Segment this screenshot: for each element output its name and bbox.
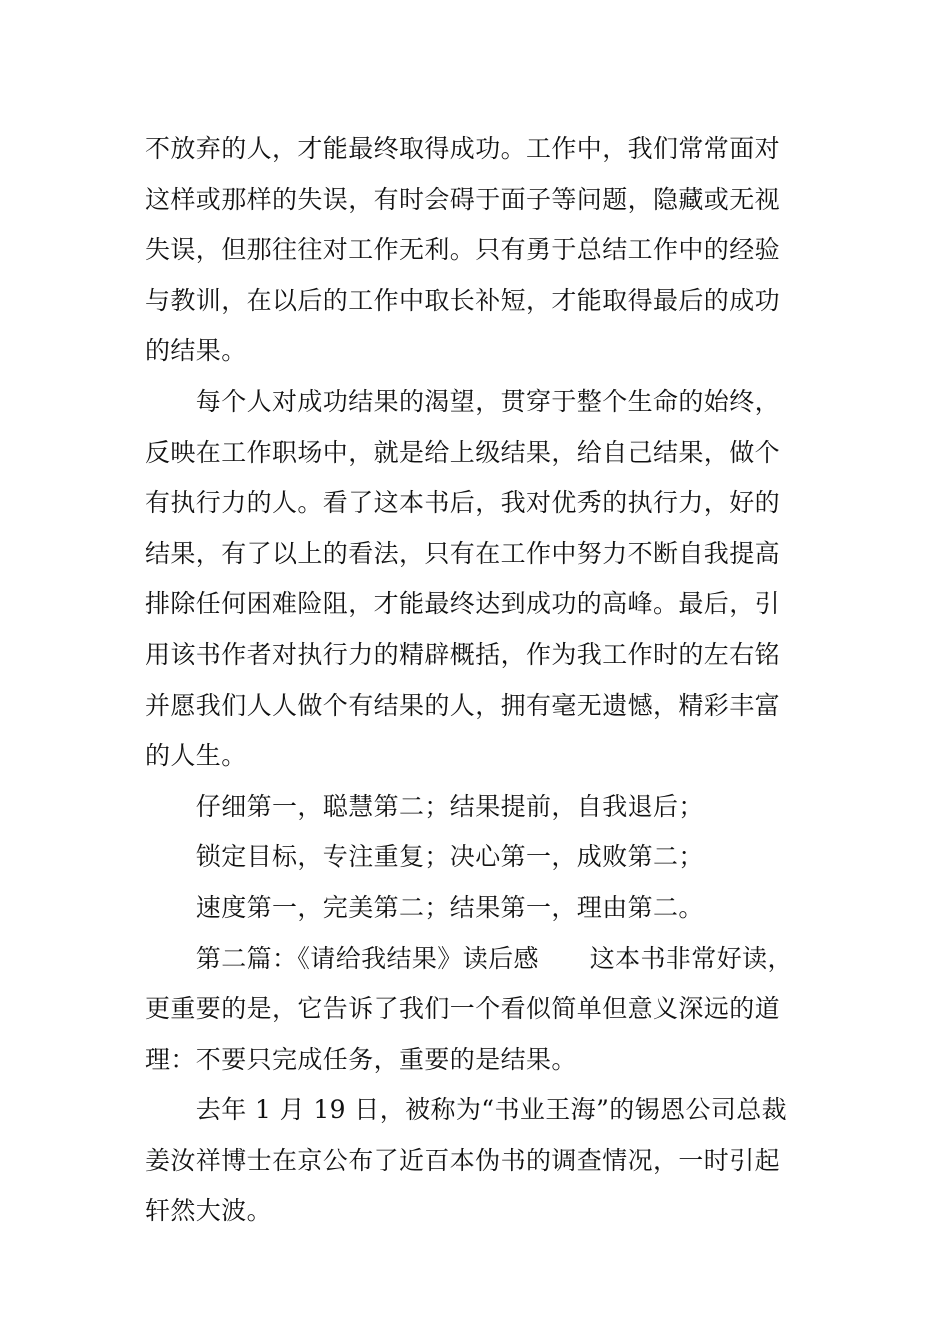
- text-line: 轩然大波。: [145, 1196, 273, 1226]
- text-line: 每个人对成功结果的渴望，贯穿于整个生命的始终，: [145, 386, 781, 416]
- text-line: 锁定目标，专注重复；决心第一，成败第二；: [145, 842, 704, 872]
- body-text: [145, 124, 815, 1237]
- text-line: 姜汝祥博士在京公布了近百本伪书的调查情况，一时引起: [145, 1145, 781, 1175]
- text-line: 反映在工作职场中，就是给上级结果，给自己结果，做个: [145, 437, 781, 467]
- text-line: 用该书作者对执行力的精辟概括，作为我工作时的左右铭: [145, 639, 781, 669]
- text-line: 与教训，在以后的工作中取长补短，才能取得最后的成功: [145, 285, 781, 315]
- text-line: 的结果。: [145, 336, 247, 366]
- text-line: 不放弃的人，才能最终取得成功。工作中，我们常常面对: [145, 134, 781, 163]
- text-line: 失误，但那往往对工作无利。只有勇于总结工作中的经验: [145, 235, 781, 265]
- section-heading-line: 第二篇：《请给我结果》读后感 这本书非常好读，: [145, 943, 793, 973]
- text-line: 仔细第一，聪慧第二；结果提前，自我退后；: [145, 791, 704, 821]
- text-line: 有执行力的人。看了这本书后，我对优秀的执行力，好的: [145, 488, 781, 518]
- text-line: 速度第一，完美第二；结果第一，理由第二。: [145, 892, 704, 922]
- text-line: 理：不要只完成任务，重要的是结果。: [145, 1044, 577, 1074]
- text-line: 结果，有了以上的看法，只有在工作中努力不断自我提高: [145, 538, 781, 568]
- text-line: 去年 1 月 19 日，被称为“书业王海”的锡恩公司总裁: [145, 1095, 788, 1125]
- text-line: 排除任何困难险阻，才能最终达到成功的高峰。最后，引: [145, 589, 781, 619]
- text-line: 更重要的是，它告诉了我们一个看似简单但意义深远的道: [145, 994, 781, 1024]
- text-line: 这样或那样的失误，有时会碍于面子等问题，隐藏或无视: [145, 184, 781, 214]
- text-line: 并愿我们人人做个有结果的人，拥有毫无遗憾，精彩丰富: [145, 690, 781, 720]
- text-line: 的人生。: [145, 741, 247, 771]
